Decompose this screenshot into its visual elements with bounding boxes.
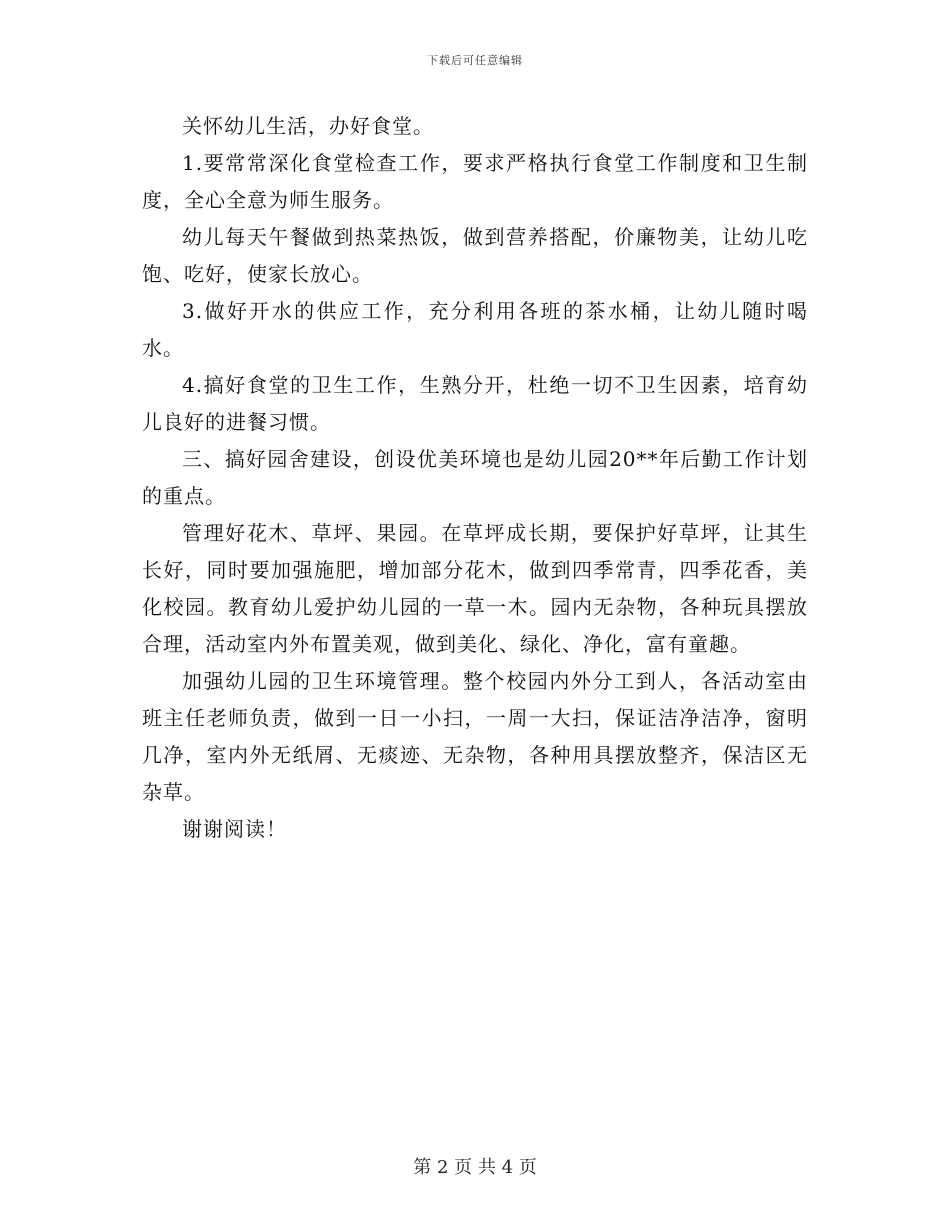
paragraph-thanks: 谢谢阅读！ — [182, 817, 287, 841]
paragraph-greenery: 管理好花木、草坪、果园。在草坪成长期，要保护好草坪，让其生长好，同时要加强施肥，增加部分花木，做到四季常青，四季花香，美化校园。教育幼儿爱护幼儿园的一草一木。园内无杂物，各种玩具摆放合理，活动室内外布置美观，做到美化、绿化、净化，富有童趣。 — [142, 521, 808, 656]
paragraph-campus-construction: 三、搞好园舍建设，创设优美环境也是幼儿园20**年后勤工作计划的重点。 — [142, 447, 808, 508]
page-header-note: 下载后可任意编辑 — [427, 54, 523, 67]
page-number-footer — [0, 1153, 950, 1179]
paragraph-canteen-inspection: 1.要常常深化食堂检查工作，要求严格执行食堂工作制度和卫生制度，全心全意为师生服务。 — [142, 151, 808, 212]
paragraph-lunch: 幼儿每天午餐做到热菜热饭，做到营养搭配，价廉物美，让幼儿吃饱、吃好，使家长放心。 — [142, 225, 808, 286]
document-body — [142, 108, 808, 848]
paragraph-sanitation: 加强幼儿园的卫生环境管理。整个校园内外分工到人，各活动室由班主任老师负责，做到一日一小扫，一周一大扫，保证洁净洁净，窗明几净，室内外无纸屑、无痰迹、无杂物，各种用具摆放整齐，保洁区无杂草。 — [142, 669, 808, 804]
paragraph-canteen-hygiene: 4.搞好食堂的卫生工作，生熟分开，杜绝一切不卫生因素，培育幼儿良好的进餐习惯。 — [142, 373, 808, 434]
paragraph-boiled-water: 3.做好开水的供应工作，充分利用各班的茶水桶，让幼儿随时喝水。 — [142, 299, 808, 360]
page-number-label: 第 2 页 共 4 页 — [413, 1157, 537, 1178]
paragraph-canteen-intro: 关怀幼儿生活，办好食堂。 — [182, 114, 434, 138]
